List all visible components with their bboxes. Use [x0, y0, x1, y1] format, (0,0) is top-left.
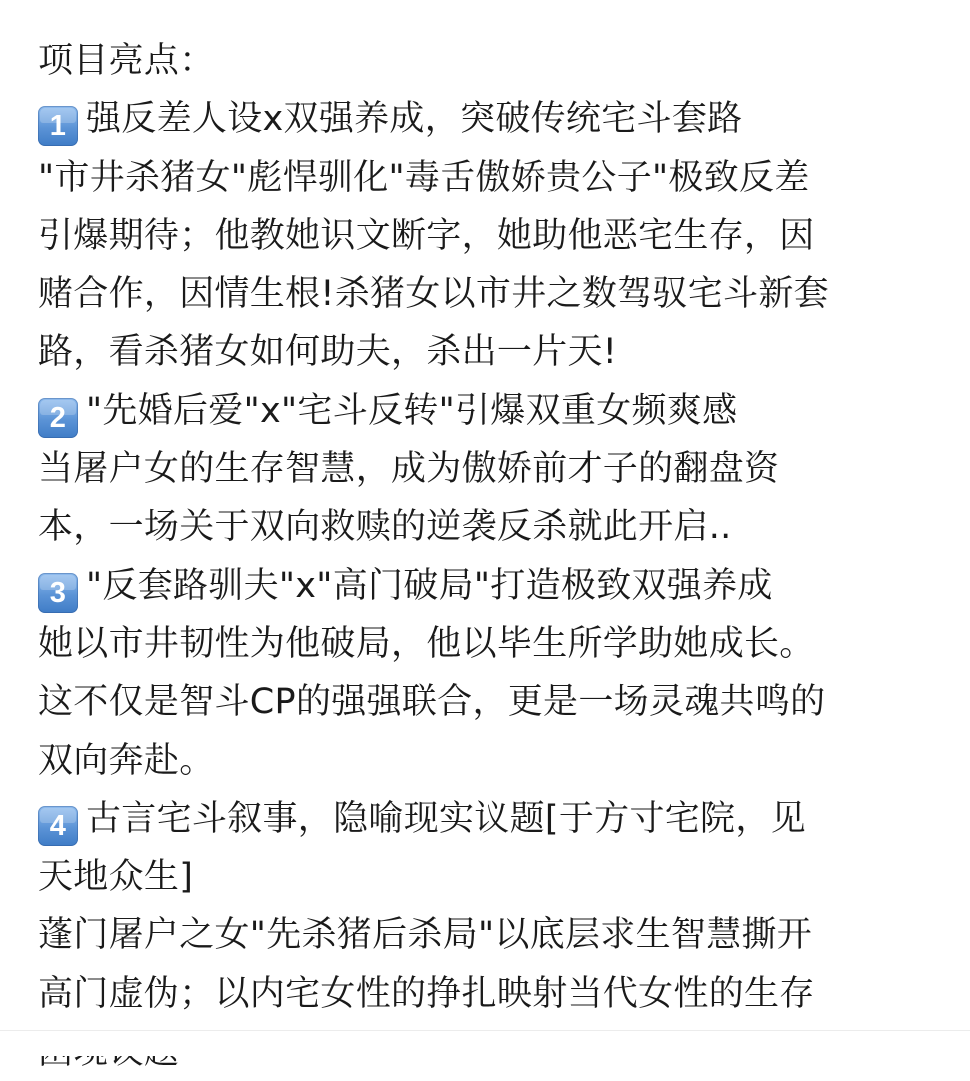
line-13	[38, 790, 938, 848]
line-16	[38, 965, 938, 1023]
line-text: 天地众生]	[38, 857, 194, 898]
line-text: 蓬门屠户之女"先杀猪后杀局"以底层求生智慧撕开	[38, 915, 813, 956]
line-5	[38, 323, 938, 381]
keycap-1-icon: 1	[38, 106, 78, 146]
line-text: 她以市井韧性为他破局，他以毕生所学助她成长。	[38, 623, 815, 664]
line-text: 古言宅斗叙事，隐喻现实议题[于方寸宅院，见	[86, 798, 806, 839]
keycap-4-icon: 4	[38, 806, 78, 846]
line-6	[38, 382, 938, 440]
line-7	[38, 440, 938, 498]
line-text: 高门虚伪；以内宅女性的挣扎映射当代女性的生存	[38, 973, 815, 1014]
heading: 项目亮点：	[38, 41, 215, 81]
line-2	[38, 149, 938, 207]
line-text: "市井杀猪女"彪悍驯化"毒舌傲娇贵公子"极致反差	[38, 157, 810, 198]
line-15	[38, 906, 938, 964]
line-text: 引爆期待；他教她识文断字，她助他恶宅生存，因	[38, 215, 815, 256]
line-text: 强反差人设x双强养成，突破传统宅斗套路	[86, 99, 743, 140]
line-text: 双向奔赴。	[38, 740, 215, 781]
line-1	[38, 90, 938, 148]
line-text: 赌合作，因情生根!杀猪女以市井之数驾驭宅斗新套	[38, 274, 829, 315]
line-text: 这不仅是智斗CP的强强联合，更是一场灵魂共鸣的	[38, 682, 826, 723]
bottom-edge	[0, 1030, 970, 1056]
line-3	[38, 207, 938, 265]
line-text: 路，看杀猪女如何助夫，杀出一片天!	[38, 332, 618, 373]
line-10	[38, 615, 938, 673]
line-text: "反套路驯夫"x"高门破局"打造极致双强养成	[86, 565, 773, 606]
line-8	[38, 498, 938, 556]
line-text: 本，一场关于双向救赎的逆袭反杀就此开启..	[38, 507, 732, 548]
line-text: "先婚后爱"x"宅斗反转"引爆双重女频爽感	[86, 390, 738, 431]
keycap-3-icon: 3	[38, 573, 78, 613]
line-9	[38, 557, 938, 615]
keycap-2-icon: 2	[38, 398, 78, 438]
line-text: 当屠户女的生存智慧，成为傲娇前才子的翻盘资	[38, 449, 780, 490]
line-4	[38, 265, 938, 323]
line-14	[38, 848, 938, 906]
line-11	[38, 673, 938, 731]
line-12	[38, 732, 938, 790]
document-body	[38, 32, 938, 1081]
